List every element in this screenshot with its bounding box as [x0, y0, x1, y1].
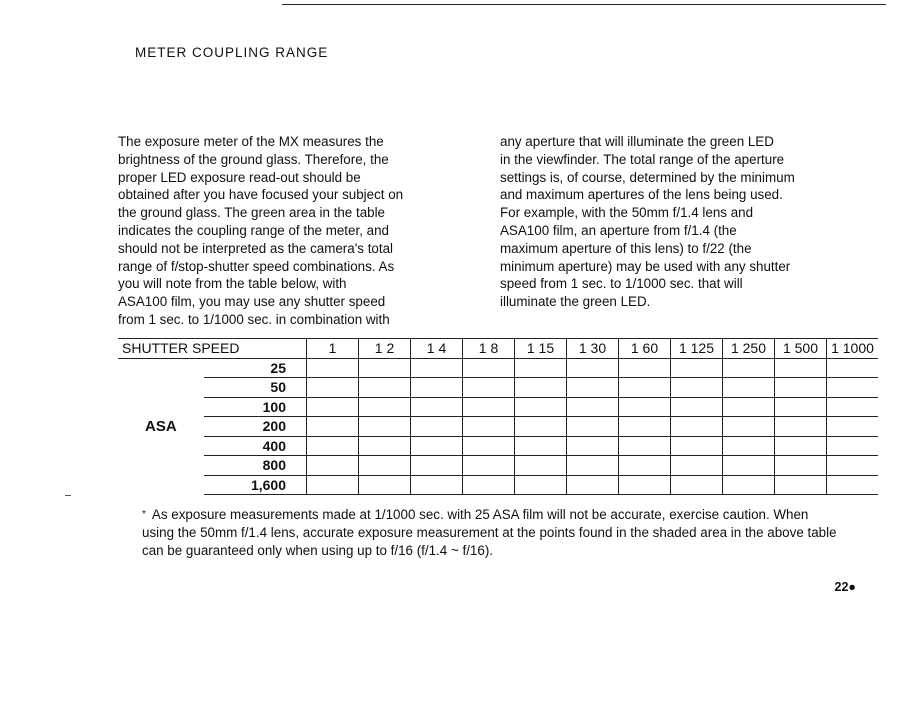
table-cell: [515, 378, 567, 398]
table-cell: [827, 456, 879, 476]
table-cell: [515, 358, 567, 378]
table-cell: [671, 436, 723, 456]
table-cell: [463, 475, 515, 495]
table-cell: [671, 456, 723, 476]
table-cell: [723, 397, 775, 417]
table-cell: [827, 417, 879, 437]
table-cell: [515, 417, 567, 437]
shutter-speed-cell: 1 500: [775, 339, 827, 359]
section-heading: METER COUPLING RANGE: [135, 45, 329, 60]
table-row: [118, 397, 878, 417]
body-text-right: any aperture that will illuminate the green LED in the viewfinder. The total range of the aperture settings is, of course, determined by the minimum and maximum apertures of the lens being used. For example, with the 50mm f/1.4 lens and ASA100 film, an aperture from f/1.4 (the maximum aperture of this lens) to f/22 (the minimum aperture) may be used with any shutter speed from 1 sec. to 1/1000 sec. that will illuminate the green LED.: [500, 134, 795, 310]
table-cell: [827, 358, 879, 378]
asa-value-cell: 400: [204, 436, 307, 456]
meter-coupling-table: [118, 338, 878, 495]
table-cell: [307, 397, 359, 417]
table-cell: [567, 475, 619, 495]
table-row: [118, 378, 878, 398]
page-number: 22●: [834, 580, 856, 594]
footnote: [142, 506, 842, 560]
asa-value-cell: 800: [204, 456, 307, 476]
table-cell: [463, 417, 515, 437]
table-cell: [619, 417, 671, 437]
table-cell: [515, 475, 567, 495]
table-cell: [827, 397, 879, 417]
table-cell: [359, 378, 411, 398]
table-cell: [411, 436, 463, 456]
table-cell: [411, 378, 463, 398]
footnote-mark: *: [142, 509, 146, 520]
table-cell: [463, 378, 515, 398]
shutter-speed-cell: 1 125: [671, 339, 723, 359]
shutter-speed-cell: 1 15: [515, 339, 567, 359]
shutter-speed-cell: 1 4: [411, 339, 463, 359]
table-row: [118, 417, 878, 437]
table-cell: [619, 378, 671, 398]
table-cell: [671, 378, 723, 398]
table-row: [118, 456, 878, 476]
table-cell: [827, 475, 879, 495]
table-cell: [307, 417, 359, 437]
table-cell: [411, 456, 463, 476]
table-cell: [723, 417, 775, 437]
table-cell: [775, 378, 827, 398]
table-cell: [567, 456, 619, 476]
table-cell: [619, 397, 671, 417]
asa-value-cell: 25: [204, 358, 307, 378]
shutter-speed-cell: 1 8: [463, 339, 515, 359]
table-header-row: [118, 339, 878, 359]
table-cell: [567, 358, 619, 378]
table-cell: [723, 456, 775, 476]
shutter-speed-cell: 1 1000: [827, 339, 879, 359]
table-cell: [671, 417, 723, 437]
shutter-speed-header: SHUTTER SPEED: [118, 339, 307, 359]
table-cell: [619, 436, 671, 456]
table-row: [118, 358, 878, 378]
table-cell: [723, 358, 775, 378]
table-cell: [775, 436, 827, 456]
asa-value-cell: 200: [204, 417, 307, 437]
table-cell: [359, 475, 411, 495]
footnote-text: As exposure measurements made at 1/1000 sec. with 25 ASA film will not be accurate, exercise caution. When using the 50mm f/1.4 lens, accurate exposure measurement at the points found in the shaded area in the above table can be guaranteed only when using up to f/16 (f/1.4 ~ f/16).: [142, 507, 837, 558]
table-cell: [671, 475, 723, 495]
asa-value-cell: 1,600: [204, 475, 307, 495]
shutter-speed-cell: 1 2: [359, 339, 411, 359]
table-cell: [567, 397, 619, 417]
shutter-speed-cell: 1 60: [619, 339, 671, 359]
table-cell: [827, 378, 879, 398]
table-cell: [307, 358, 359, 378]
table-cell: [775, 417, 827, 437]
shutter-speed-cell: 1: [307, 339, 359, 359]
table-row: [118, 475, 878, 495]
shutter-speed-cell: 1 30: [567, 339, 619, 359]
table-cell: [463, 436, 515, 456]
table-cell: [515, 436, 567, 456]
table-cell: [775, 397, 827, 417]
table-cell: [411, 417, 463, 437]
table-cell: [827, 436, 879, 456]
table-cell: [775, 358, 827, 378]
table-cell: [619, 358, 671, 378]
table-cell: [671, 397, 723, 417]
table-cell: [411, 397, 463, 417]
table-cell: [307, 378, 359, 398]
table-cell: [619, 475, 671, 495]
table-cell: [463, 456, 515, 476]
body-text-left: The exposure meter of the MX measures the brightness of the ground glass. Therefore, the proper LED exposure read-out should be obtained after you have focused your subject on the ground glass. The green area in the table indicates the coupling range of the meter, and should not be interpreted as the camera's total range of f/stop-shutter speed combinations. As you will note from the table below, with ASA100 film, you may use any shutter speed from 1 sec. to 1/1000 sec. in combination with: [118, 134, 404, 327]
table-cell: [671, 358, 723, 378]
table-cell: [619, 456, 671, 476]
table-cell: [307, 475, 359, 495]
table-row: [118, 436, 878, 456]
table-cell: [359, 456, 411, 476]
asa-label: ASA: [145, 418, 177, 435]
table-cell: [463, 358, 515, 378]
table-cell: [775, 475, 827, 495]
shutter-speed-cell: 1 250: [723, 339, 775, 359]
table-cell: [359, 417, 411, 437]
table-cell: [567, 436, 619, 456]
scan-speck: [65, 495, 71, 496]
table-cell: [307, 436, 359, 456]
top-rule: [282, 4, 886, 5]
table-cell: [359, 397, 411, 417]
table-cell: [567, 378, 619, 398]
table-cell: [411, 358, 463, 378]
table-cell: [359, 436, 411, 456]
table-cell: [463, 397, 515, 417]
table-cell: [515, 456, 567, 476]
table-cell: [723, 378, 775, 398]
table-cell: [411, 475, 463, 495]
table-cell: [359, 358, 411, 378]
table-cell: [775, 456, 827, 476]
asa-value-cell: 50: [204, 378, 307, 398]
asa-value-cell: 100: [204, 397, 307, 417]
table-cell: [723, 436, 775, 456]
table-cell: [307, 456, 359, 476]
table-cell: [723, 475, 775, 495]
table-cell: [567, 417, 619, 437]
table-cell: [515, 397, 567, 417]
